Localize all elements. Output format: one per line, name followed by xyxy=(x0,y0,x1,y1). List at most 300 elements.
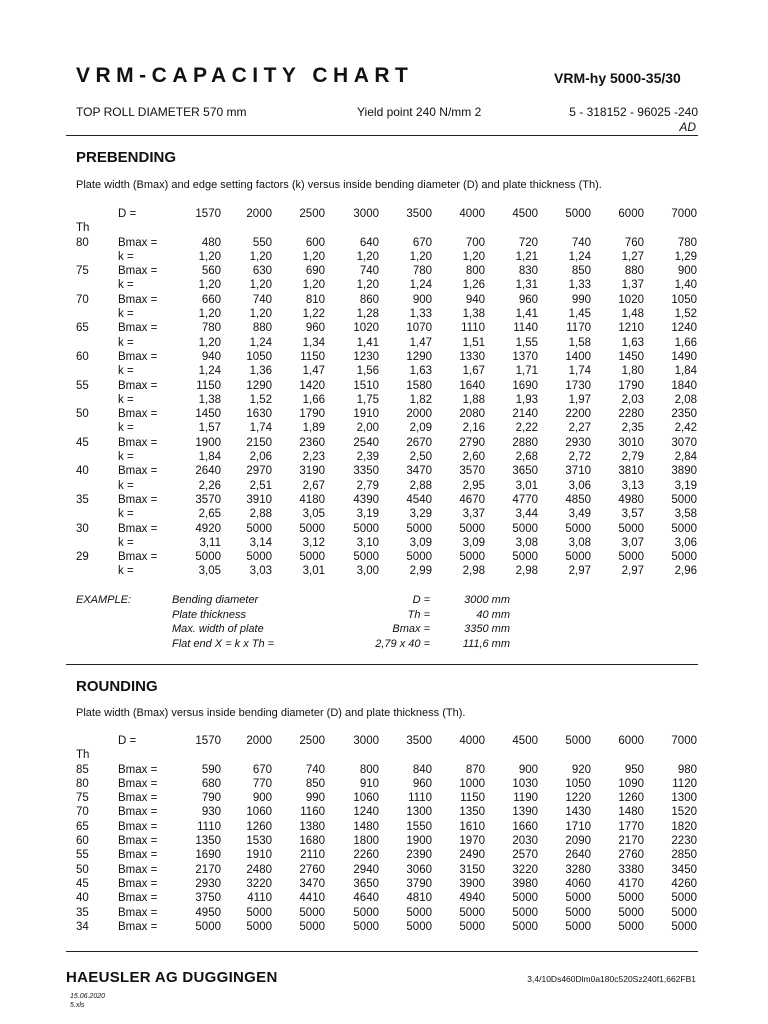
bmax-value: 1380 xyxy=(299,820,325,833)
diameter-header: 5000 xyxy=(565,735,591,747)
bmax-value: 5000 xyxy=(565,892,591,905)
example-line-desc: Plate thickness xyxy=(172,609,246,621)
bmax-value: 2480 xyxy=(246,863,272,876)
bmax-value: 3570 xyxy=(459,465,485,478)
thickness-value: 40 xyxy=(76,465,89,478)
bmax-value: 1050 xyxy=(671,293,697,306)
k-factor-value: 2,72 xyxy=(568,451,591,464)
example-line-val: 3350 mm xyxy=(464,623,510,635)
bmax-value: 1910 xyxy=(353,408,379,421)
bmax-value: 1330 xyxy=(459,350,485,363)
bmax-row xyxy=(0,437,768,451)
bmax-value: 2570 xyxy=(512,849,538,862)
k-factor-row xyxy=(0,279,768,293)
k-factor-value: 3,09 xyxy=(409,536,432,549)
bmax-value: 1070 xyxy=(406,322,432,335)
k-factor-value: 2,98 xyxy=(462,565,485,578)
k-factor-value: 1,58 xyxy=(568,336,591,349)
bmax-label: Bmax = xyxy=(118,436,158,449)
bmax-row xyxy=(0,921,768,935)
bmax-value: 4950 xyxy=(195,906,221,919)
k-factor-value: 1,51 xyxy=(462,336,485,349)
bmax-value: 1060 xyxy=(353,792,379,805)
bmax-value: 740 xyxy=(252,293,272,306)
thickness-value: 35 xyxy=(76,906,89,919)
bmax-value: 2540 xyxy=(353,436,379,449)
thickness-value: 55 xyxy=(76,849,89,862)
bmax-value: 740 xyxy=(305,763,325,776)
bmax-value: 940 xyxy=(465,293,485,306)
k-factor-value: 1,52 xyxy=(249,393,272,406)
bmax-value: 5000 xyxy=(246,522,272,535)
k-factor-value: 1,71 xyxy=(515,365,538,378)
bmax-value: 1390 xyxy=(512,806,538,819)
thickness-label: Th xyxy=(76,222,90,235)
bmax-value: 2640 xyxy=(195,465,221,478)
bmax-label: Bmax = xyxy=(118,379,158,392)
k-factor-value: 2,97 xyxy=(621,565,644,578)
thickness-header-row xyxy=(0,222,768,236)
bmax-row xyxy=(0,494,768,508)
bmax-value: 5000 xyxy=(299,906,325,919)
bmax-value: 2110 xyxy=(300,849,325,862)
k-factor-value: 3,13 xyxy=(621,479,644,492)
prebending-title: PREBENDING xyxy=(76,149,177,166)
k-label: k = xyxy=(118,565,134,578)
bmax-value: 2170 xyxy=(195,863,221,876)
k-factor-value: 3,03 xyxy=(249,565,272,578)
bmax-value: 1630 xyxy=(246,408,272,421)
bmax-value: 1190 xyxy=(513,792,538,805)
bmax-label: Bmax = xyxy=(118,920,158,933)
bmax-value: 1550 xyxy=(406,820,432,833)
thickness-value: 70 xyxy=(76,293,89,306)
example-line-sym: D = xyxy=(412,594,430,606)
k-factor-value: 3,10 xyxy=(356,536,379,549)
diameter-header: 6000 xyxy=(618,208,644,220)
k-factor-value: 1,66 xyxy=(302,393,325,406)
bmax-value: 1260 xyxy=(618,792,644,805)
k-label: k = xyxy=(118,393,134,406)
bmax-value: 5000 xyxy=(459,920,485,933)
bmax-value: 5000 xyxy=(246,920,272,933)
k-factor-value: 1,41 xyxy=(515,308,538,321)
k-factor-value: 3,58 xyxy=(674,508,697,521)
k-factor-value: 1,66 xyxy=(674,336,697,349)
bmax-value: 1240 xyxy=(671,322,697,335)
bmax-value: 1370 xyxy=(512,350,538,363)
bmax-value: 3220 xyxy=(512,863,538,876)
example-line-val: 3000 mm xyxy=(464,594,510,606)
k-factor-value: 3,08 xyxy=(515,536,538,549)
bmax-value: 3150 xyxy=(459,863,485,876)
example-line-sym: Th = xyxy=(407,609,430,621)
bmax-value: 1350 xyxy=(459,806,485,819)
bmax-value: 1690 xyxy=(195,849,221,862)
bmax-value: 5000 xyxy=(406,551,432,564)
diameter-header: 4500 xyxy=(512,735,538,747)
bmax-value: 1900 xyxy=(195,436,221,449)
k-factor-value: 1,74 xyxy=(568,365,591,378)
k-factor-value: 1,21 xyxy=(515,250,538,263)
k-factor-value: 3,37 xyxy=(462,508,485,521)
bmax-value: 1730 xyxy=(565,379,591,392)
bmax-value: 850 xyxy=(571,265,591,278)
k-factor-value: 3,01 xyxy=(302,565,325,578)
diameter-header: 4500 xyxy=(512,208,538,220)
thickness-value: 80 xyxy=(76,777,89,790)
bmax-row xyxy=(0,806,768,820)
bmax-value: 1290 xyxy=(246,379,272,392)
bmax-value: 1150 xyxy=(300,350,325,363)
k-label: k = xyxy=(118,422,134,435)
thickness-value: 45 xyxy=(76,436,89,449)
k-factor-value: 3,44 xyxy=(515,508,538,521)
bmax-value: 5000 xyxy=(671,920,697,933)
bmax-value: 3910 xyxy=(246,493,272,506)
k-factor-value: 1,24 xyxy=(409,279,432,292)
bmax-value: 780 xyxy=(201,322,221,335)
k-factor-row xyxy=(0,508,768,522)
bmax-row xyxy=(0,351,768,365)
bmax-value: 990 xyxy=(571,293,591,306)
diameter-label: D = xyxy=(118,735,137,747)
bmax-value: 5000 xyxy=(512,522,538,535)
bmax-value: 2090 xyxy=(565,835,591,848)
bmax-value: 2360 xyxy=(299,436,325,449)
k-factor-value: 1,40 xyxy=(674,279,697,292)
bmax-label: Bmax = xyxy=(118,408,158,421)
bmax-value: 560 xyxy=(201,265,221,278)
bmax-value: 680 xyxy=(201,777,221,790)
diameter-header: 4000 xyxy=(459,735,485,747)
bmax-label: Bmax = xyxy=(118,906,158,919)
k-factor-value: 3,05 xyxy=(198,565,221,578)
bmax-value: 5000 xyxy=(406,906,432,919)
bmax-row xyxy=(0,892,768,906)
bmax-value: 4640 xyxy=(353,892,379,905)
thickness-value: 50 xyxy=(76,863,89,876)
bmax-value: 2640 xyxy=(565,849,591,862)
bmax-value: 2670 xyxy=(406,436,432,449)
k-label: k = xyxy=(118,508,134,521)
bmax-label: Bmax = xyxy=(118,350,158,363)
k-factor-value: 1,47 xyxy=(302,365,325,378)
bmax-value: 1150 xyxy=(196,379,221,392)
diameter-header: 1570 xyxy=(195,735,221,747)
thickness-header-row xyxy=(0,749,768,763)
bmax-value: 1030 xyxy=(512,777,538,790)
bmax-value: 1790 xyxy=(618,379,644,392)
k-factor-value: 3,05 xyxy=(302,508,325,521)
bmax-value: 5000 xyxy=(618,892,644,905)
top-roll-diameter: TOP ROLL DIAMETER 570 mm xyxy=(76,105,247,119)
bmax-value: 810 xyxy=(305,293,325,306)
bmax-row xyxy=(0,294,768,308)
bmax-value: 1970 xyxy=(459,835,485,848)
k-factor-value: 2,98 xyxy=(515,565,538,578)
bmax-value: 5000 xyxy=(618,522,644,535)
bmax-value: 4850 xyxy=(565,493,591,506)
bmax-value: 3280 xyxy=(565,863,591,876)
k-factor-value: 1,34 xyxy=(302,336,325,349)
bmax-value: 1450 xyxy=(195,408,221,421)
k-factor-value: 1,20 xyxy=(198,336,221,349)
bmax-row xyxy=(0,878,768,892)
k-label: k = xyxy=(118,308,134,321)
bmax-value: 1690 xyxy=(512,379,538,392)
k-factor-row xyxy=(0,480,768,494)
bmax-value: 1290 xyxy=(406,350,432,363)
footer-date: 15.06.2020 xyxy=(70,993,106,1000)
k-factor-value: 1,20 xyxy=(198,308,221,321)
bmax-value: 2940 xyxy=(353,863,379,876)
section-divider xyxy=(66,664,698,665)
diameter-header: 7000 xyxy=(671,735,697,747)
k-factor-value: 2,67 xyxy=(302,479,325,492)
diameter-label: D = xyxy=(118,208,137,220)
bmax-value: 5000 xyxy=(618,906,644,919)
bmax-value: 670 xyxy=(252,763,272,776)
example-line-sym: Bmax = xyxy=(392,623,430,635)
bmax-value: 1400 xyxy=(565,350,591,363)
bmax-value: 3790 xyxy=(406,877,432,890)
bmax-label: Bmax = xyxy=(118,892,158,905)
k-factor-value: 3,07 xyxy=(621,536,644,549)
bmax-value: 900 xyxy=(518,763,538,776)
k-factor-value: 2,03 xyxy=(621,393,644,406)
bmax-value: 1520 xyxy=(671,806,697,819)
bmax-label: Bmax = xyxy=(118,849,158,862)
bmax-row xyxy=(0,523,768,537)
bmax-value: 4670 xyxy=(459,493,485,506)
bmax-value: 1800 xyxy=(353,835,379,848)
bmax-value: 2790 xyxy=(459,436,485,449)
bmax-value: 1020 xyxy=(618,293,644,306)
bmax-value: 2230 xyxy=(671,835,697,848)
bmax-value: 960 xyxy=(305,322,325,335)
k-factor-value: 3,19 xyxy=(356,508,379,521)
bmax-value: 1420 xyxy=(299,379,325,392)
k-factor-value: 1,24 xyxy=(198,365,221,378)
bmax-value: 1770 xyxy=(618,820,644,833)
diameter-header: 4000 xyxy=(459,208,485,220)
diameter-header: 6000 xyxy=(618,735,644,747)
k-factor-value: 1,48 xyxy=(621,308,644,321)
k-factor-value: 3,06 xyxy=(674,536,697,549)
machine-model: VRM-hy 5000-35/30 xyxy=(554,70,681,86)
k-factor-value: 2,88 xyxy=(249,508,272,521)
bmax-value: 910 xyxy=(359,777,379,790)
bmax-value: 1480 xyxy=(618,806,644,819)
thickness-value: 40 xyxy=(76,892,89,905)
k-factor-value: 2,68 xyxy=(515,451,538,464)
bmax-row xyxy=(0,408,768,422)
bmax-value: 1910 xyxy=(246,849,272,862)
bmax-value: 2170 xyxy=(618,835,644,848)
bmax-value: 2000 xyxy=(406,408,432,421)
bmax-value: 5000 xyxy=(671,906,697,919)
bmax-value: 3810 xyxy=(618,465,644,478)
bmax-value: 5000 xyxy=(299,551,325,564)
bmax-value: 2350 xyxy=(671,408,697,421)
bmax-value: 1160 xyxy=(300,806,325,819)
bmax-value: 950 xyxy=(624,763,644,776)
rounding-table xyxy=(0,735,768,935)
k-factor-value: 1,29 xyxy=(674,250,697,263)
bmax-value: 4410 xyxy=(299,892,325,905)
bmax-value: 1210 xyxy=(618,322,644,335)
k-label: k = xyxy=(118,365,134,378)
k-factor-value: 2,26 xyxy=(198,479,221,492)
bmax-value: 1660 xyxy=(512,820,538,833)
bmax-value: 4540 xyxy=(406,493,432,506)
bmax-value: 5000 xyxy=(459,522,485,535)
thickness-value: 29 xyxy=(76,551,89,564)
k-factor-value: 2,23 xyxy=(302,451,325,464)
bmax-row xyxy=(0,849,768,863)
bmax-value: 880 xyxy=(252,322,272,335)
thickness-value: 80 xyxy=(76,236,89,249)
thickness-value: 75 xyxy=(76,792,89,805)
bmax-value: 2260 xyxy=(353,849,379,862)
bmax-value: 2030 xyxy=(512,835,538,848)
k-factor-value: 1,45 xyxy=(568,308,591,321)
k-factor-value: 1,74 xyxy=(249,422,272,435)
thickness-value: 30 xyxy=(76,522,89,535)
thickness-value: 45 xyxy=(76,877,89,890)
k-factor-value: 2,95 xyxy=(462,479,485,492)
bmax-value: 5000 xyxy=(299,920,325,933)
bmax-value: 1220 xyxy=(565,792,591,805)
bmax-value: 5000 xyxy=(565,522,591,535)
bmax-value: 3900 xyxy=(459,877,485,890)
bmax-value: 3070 xyxy=(671,436,697,449)
bmax-value: 3710 xyxy=(565,465,591,478)
k-factor-row xyxy=(0,451,768,465)
bmax-value: 790 xyxy=(201,792,221,805)
bmax-value: 1120 xyxy=(672,777,697,790)
k-factor-value: 1,37 xyxy=(621,279,644,292)
k-factor-value: 2,27 xyxy=(568,422,591,435)
bmax-value: 3750 xyxy=(195,892,221,905)
bmax-row xyxy=(0,864,768,878)
k-factor-value: 1,20 xyxy=(249,250,272,263)
bmax-label: Bmax = xyxy=(118,465,158,478)
k-factor-value: 1,24 xyxy=(568,250,591,263)
k-factor-value: 1,36 xyxy=(249,365,272,378)
bmax-value: 1640 xyxy=(459,379,485,392)
bmax-label: Bmax = xyxy=(118,777,158,790)
bmax-value: 2140 xyxy=(512,408,538,421)
k-factor-value: 1,55 xyxy=(515,336,538,349)
bmax-value: 2490 xyxy=(459,849,485,862)
bmax-value: 760 xyxy=(624,236,644,249)
bmax-value: 1060 xyxy=(246,806,272,819)
bmax-value: 5000 xyxy=(512,551,538,564)
bmax-value: 1020 xyxy=(353,322,379,335)
bmax-value: 5000 xyxy=(246,551,272,564)
bmax-value: 5000 xyxy=(671,522,697,535)
example-label: EXAMPLE: xyxy=(76,594,132,606)
bmax-label: Bmax = xyxy=(118,792,158,805)
bmax-value: 3650 xyxy=(353,877,379,890)
bmax-value: 4260 xyxy=(671,877,697,890)
bmax-value: 1240 xyxy=(353,806,379,819)
bmax-value: 1150 xyxy=(460,792,485,805)
bmax-value: 1230 xyxy=(353,350,379,363)
bmax-value: 630 xyxy=(252,265,272,278)
k-factor-value: 2,65 xyxy=(198,508,221,521)
bmax-label: Bmax = xyxy=(118,863,158,876)
thickness-value: 34 xyxy=(76,920,89,933)
k-factor-value: 1,38 xyxy=(198,393,221,406)
bmax-value: 960 xyxy=(518,293,538,306)
bmax-value: 3380 xyxy=(618,863,644,876)
k-factor-value: 2,60 xyxy=(462,451,485,464)
k-factor-row xyxy=(0,337,768,351)
k-factor-value: 1,82 xyxy=(409,393,432,406)
k-factor-value: 3,01 xyxy=(515,479,538,492)
k-factor-value: 2,16 xyxy=(462,422,485,435)
bmax-value: 5000 xyxy=(565,906,591,919)
k-factor-value: 1,63 xyxy=(621,336,644,349)
bmax-label: Bmax = xyxy=(118,265,158,278)
bmax-value: 860 xyxy=(359,293,379,306)
bmax-value: 1610 xyxy=(459,820,485,833)
k-factor-row xyxy=(0,365,768,379)
bmax-label: Bmax = xyxy=(118,493,158,506)
thickness-value: 75 xyxy=(76,265,89,278)
k-factor-value: 2,97 xyxy=(568,565,591,578)
diameter-header: 2500 xyxy=(299,208,325,220)
bmax-row xyxy=(0,465,768,479)
bmax-label: Bmax = xyxy=(118,522,158,535)
bmax-value: 5000 xyxy=(459,551,485,564)
bmax-value: 1350 xyxy=(195,835,221,848)
k-factor-value: 2,99 xyxy=(409,565,432,578)
bmax-value: 3220 xyxy=(246,877,272,890)
diameter-header: 3500 xyxy=(406,735,432,747)
bmax-value: 4980 xyxy=(618,493,644,506)
prebending-table xyxy=(0,208,768,580)
bmax-value: 1170 xyxy=(566,322,591,335)
bmax-value: 3470 xyxy=(406,465,432,478)
bmax-value: 660 xyxy=(201,293,221,306)
example-line-desc: Max. width of plate xyxy=(172,623,264,635)
bmax-value: 3570 xyxy=(195,493,221,506)
diameter-header: 3000 xyxy=(353,735,379,747)
yield-point: Yield point 240 N/mm 2 xyxy=(357,105,482,119)
k-factor-value: 1,20 xyxy=(462,250,485,263)
bmax-value: 5000 xyxy=(195,551,221,564)
k-factor-value: 1,47 xyxy=(409,336,432,349)
bmax-value: 590 xyxy=(201,763,221,776)
diameter-header-row xyxy=(0,208,768,222)
bmax-value: 1680 xyxy=(299,835,325,848)
k-factor-value: 3,06 xyxy=(568,479,591,492)
bmax-value: 4170 xyxy=(618,877,644,890)
bmax-value: 2760 xyxy=(618,849,644,862)
bmax-value: 4810 xyxy=(406,892,432,905)
k-factor-value: 2,50 xyxy=(409,451,432,464)
header-divider xyxy=(66,135,698,136)
k-factor-value: 1,63 xyxy=(409,365,432,378)
bmax-value: 940 xyxy=(201,350,221,363)
bmax-value: 930 xyxy=(201,806,221,819)
footer-file: 5.xls xyxy=(70,1002,85,1009)
k-label: k = xyxy=(118,451,134,464)
